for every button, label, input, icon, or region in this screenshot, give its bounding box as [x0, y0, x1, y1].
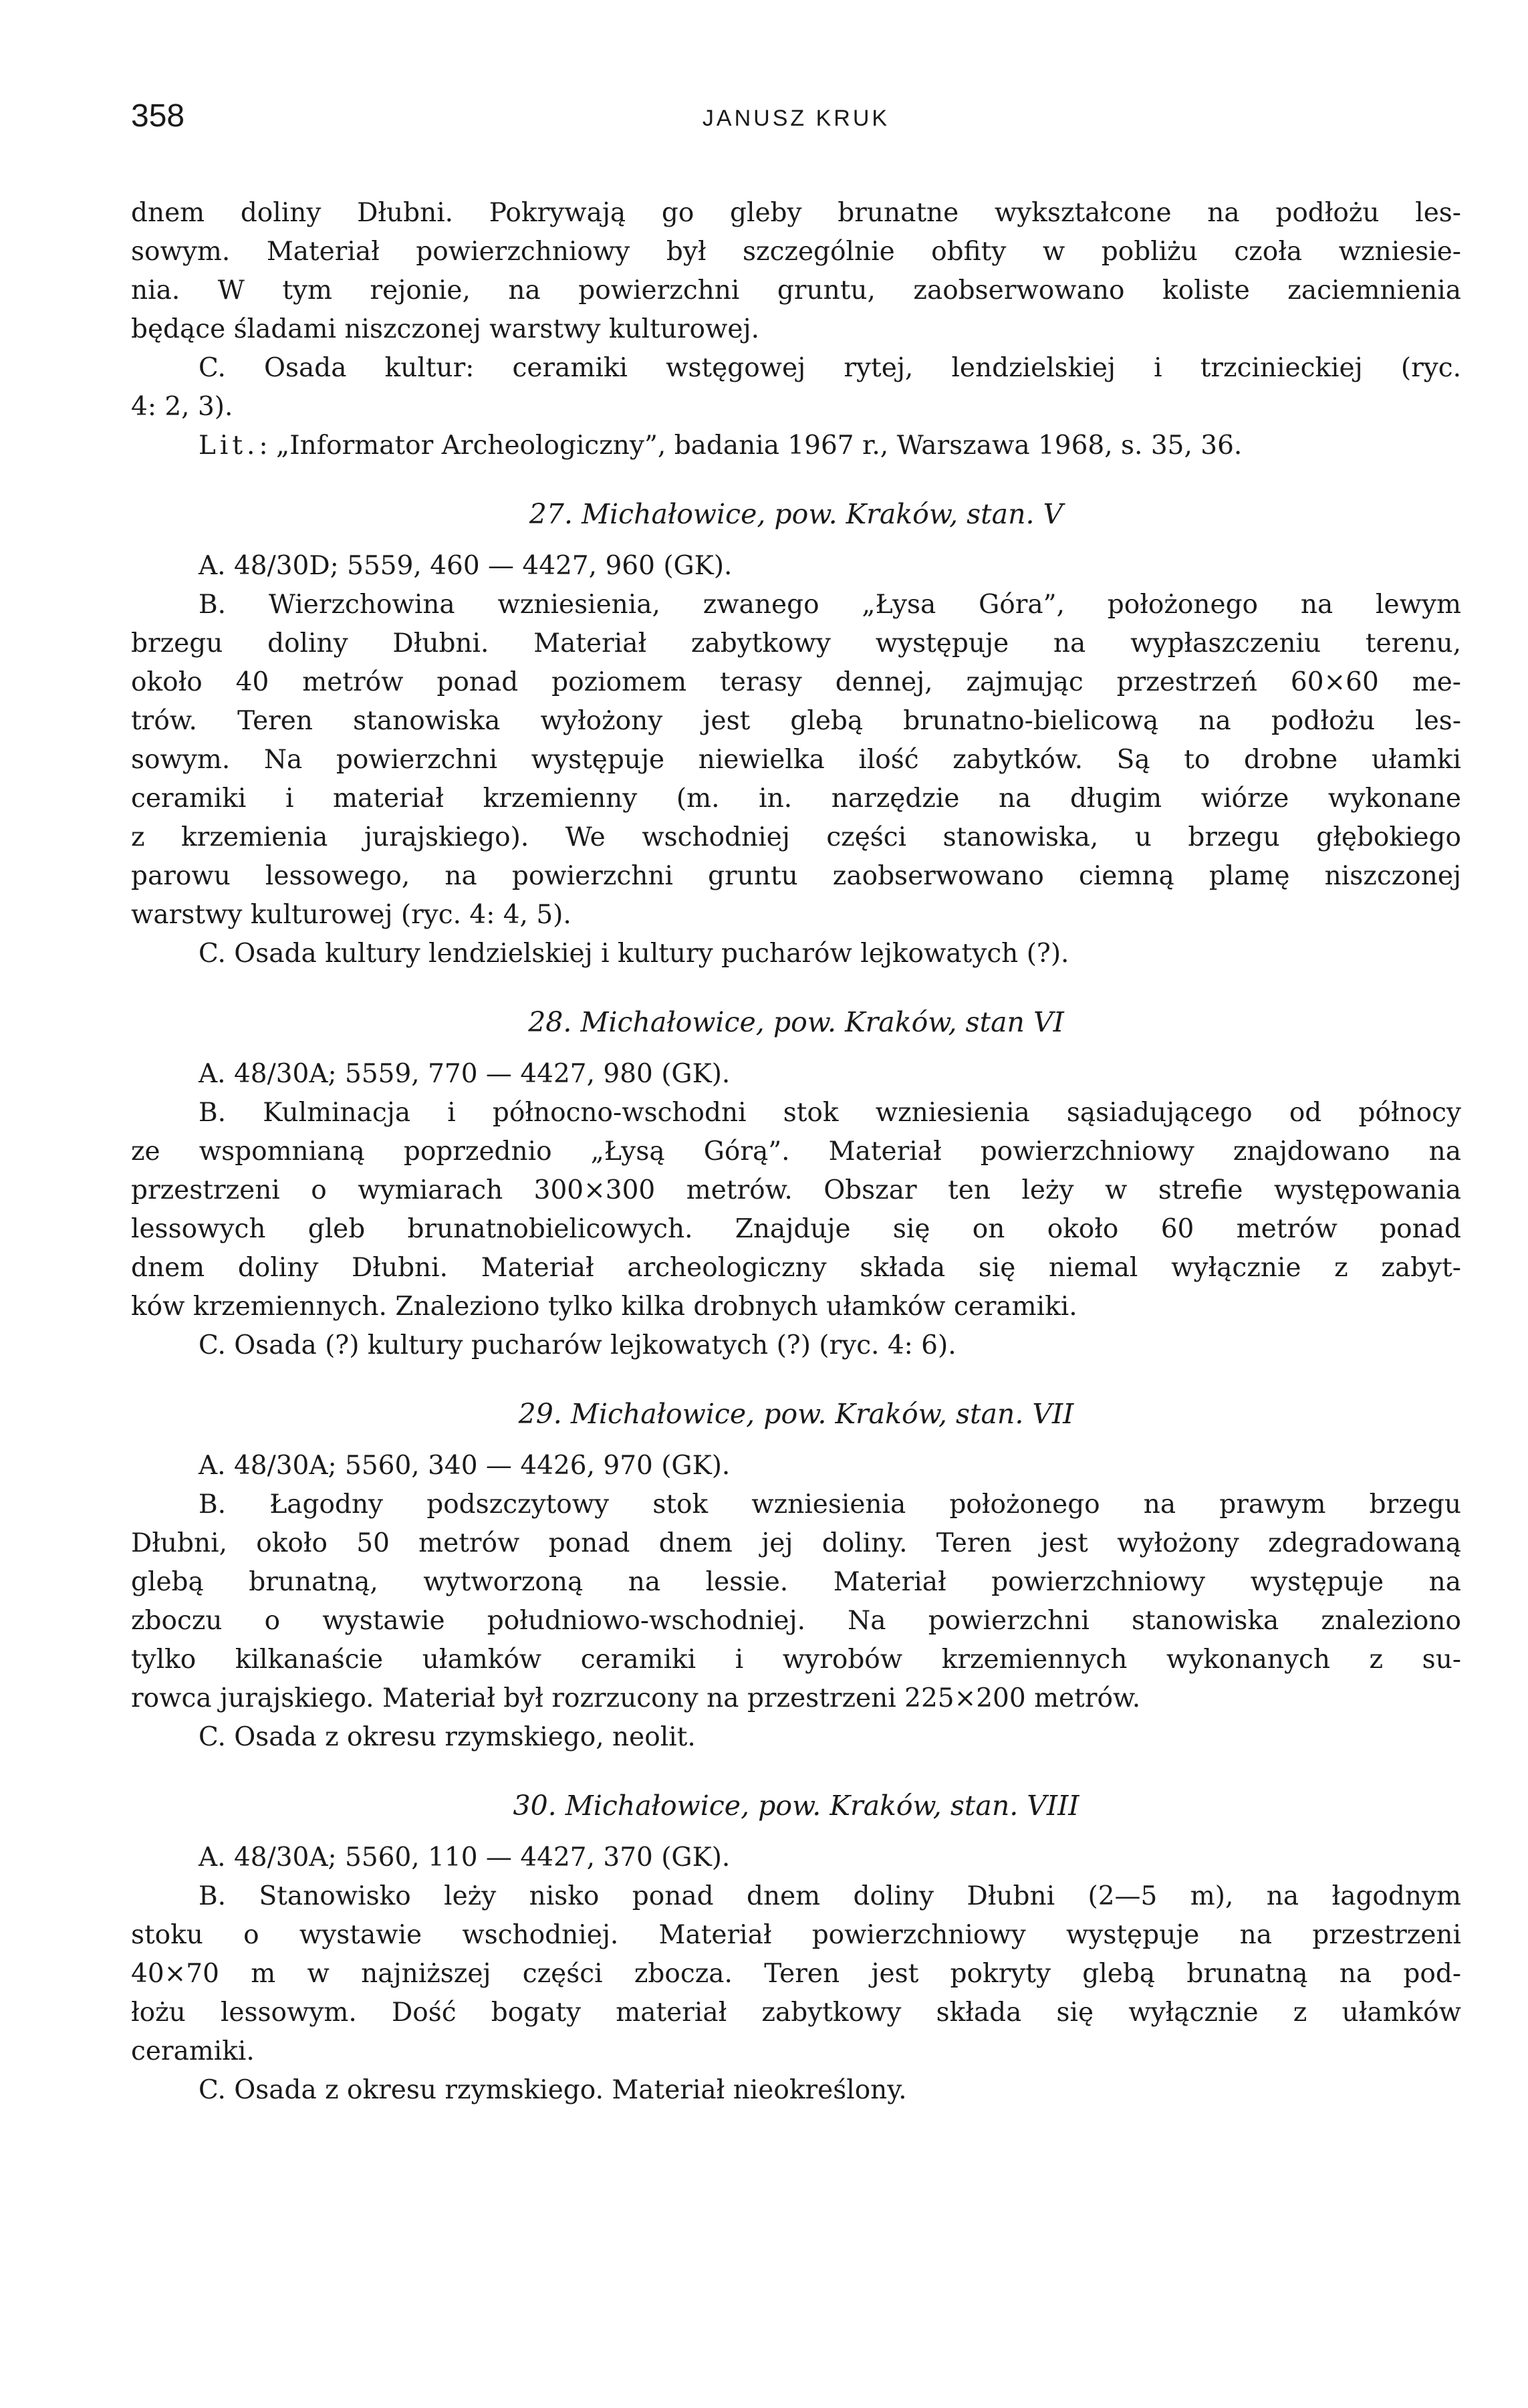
- text-line: tylko kilkanaście ułamków ceramiki i wyrobów krzemiennych wykonanych z su-: [131, 1645, 1461, 1675]
- text-line: C. Osada (?) kultury pucharów lejkowatych (?) (ryc. 4: 6).: [199, 1330, 957, 1360]
- text-line: lessowych gleb brunatnobielicowych. Znajduje się on około 60 metrów ponad: [131, 1214, 1461, 1244]
- literature-text: : „Informator Archeologiczny”, badania 1967 r., Warszawa 1968, s. 35, 36.: [259, 431, 1243, 461]
- text-line: nia. W tym rejonie, na powierzchni gruntu, zaobserwowano koliste zaciemnienia: [131, 275, 1461, 306]
- text-line: parowu lessowego, na powierzchni gruntu zaobserwowano ciemną plamę niszczonej: [131, 861, 1461, 891]
- text-line: A. 48/30A; 5559, 770 — 4427, 980 (GK).: [199, 1059, 731, 1089]
- text-line: 4: 2, 3).: [131, 392, 233, 422]
- site-entry: [131, 1003, 1461, 1365]
- text-line: sowym. Materiał powierzchniowy był szczególnie obfity w pobliżu czoła wzniesie-: [131, 237, 1461, 267]
- text-line: B. Łagodny podszczytowy stok wzniesienia położonego na prawym brzegu: [199, 1489, 1461, 1520]
- site-heading: 27. Michałowice, pow. Kraków, stan. V: [529, 498, 1063, 530]
- text-line: warstwy kulturowej (ryc. 4: 4, 5).: [131, 900, 571, 930]
- text-line: A. 48/30A; 5560, 340 — 4426, 970 (GK).: [199, 1451, 731, 1481]
- site-heading: 28. Michałowice, pow. Kraków, stan VI: [528, 1006, 1064, 1038]
- page-number: 358: [131, 98, 185, 134]
- text-line: A. 48/30D; 5559, 460 — 4427, 960 (GK).: [199, 551, 733, 581]
- text-line: rowca jurajskiego. Materiał był rozrzucony na przestrzeni 225×200 metrów.: [131, 1683, 1141, 1713]
- site-entry: [131, 1395, 1461, 1757]
- page-header: [131, 98, 1461, 151]
- text-line: B. Kulminacja i północno-wschodni stok wzniesienia sąsiadującego od północy: [199, 1098, 1461, 1128]
- site-entries: [131, 495, 1461, 2110]
- text-line: ceramiki i materiał krzemienny (m. in. narzędzie na długim wiórze wykonane: [131, 784, 1461, 814]
- text-line: ceramiki.: [131, 2036, 255, 2066]
- text-line: C. Osada z okresu rzymskiego, neolit.: [199, 1722, 696, 1752]
- intro-section: [131, 194, 1461, 465]
- text-line: A. 48/30A; 5560, 110 — 4427, 370 (GK).: [199, 1842, 731, 1873]
- text-line: 40×70 m w najniższej części zbocza. Teren jest pokryty glebą brunatną na pod-: [131, 1959, 1461, 1989]
- site-entry: [131, 495, 1461, 973]
- text-line: przestrzeni o wymiarach 300×300 metrów. Obszar ten leży w strefie występowania: [131, 1175, 1461, 1205]
- text-line: B. Stanowisko leży nisko ponad dnem doliny Dłubni (2—5 m), na łagodnym: [199, 1881, 1461, 1911]
- text-line: C. Osada kultury lendzielskiej i kultury pucharów lejkowatych (?).: [199, 939, 1069, 969]
- text-line: sowym. Na powierzchni występuje niewielka ilość zabytków. Są to drobne ułamki: [131, 745, 1461, 775]
- text-line: B. Wierzchowina wzniesienia, zwanego „Łysa Góra”, położonego na lewym: [199, 590, 1461, 620]
- site-heading: 30. Michałowice, pow. Kraków, stan. VIII: [513, 1790, 1079, 1822]
- text-line: będące śladami niszczonej warstwy kulturowej.: [131, 314, 759, 344]
- text-body: [131, 194, 1461, 2110]
- site-entry: [131, 1786, 1461, 2110]
- text-line: C. Osada kultur: ceramiki wstęgowej rytej, lendzielskiej i trzcinieckiej (ryc.: [199, 353, 1461, 383]
- text-line: glebą brunatną, wytworzoną na lessie. Materiał powierzchniowy występuje na: [131, 1567, 1461, 1597]
- text-line: łożu lessowym. Dość bogaty materiał zabytkowy składa się wyłącznie z ułamków: [131, 1998, 1461, 2028]
- text-line: ze wspomnianą poprzednio „Łysą Górą”. Materiał powierzchniowy znajdowano na: [131, 1136, 1461, 1167]
- text-line: dnem doliny Dłubni. Materiał archeologiczny składa się niemal wyłącznie z zabyt-: [131, 1253, 1461, 1283]
- text-line: z krzemienia jurajskiego). We wschodniej części stanowiska, u brzegu głębokiego: [131, 822, 1461, 852]
- text-line: C. Osada z okresu rzymskiego. Materiał nieokreślony.: [199, 2075, 907, 2105]
- text-line: stoku o wystawie wschodniej. Materiał powierzchniowy występuje na przestrzeni: [131, 1920, 1461, 1950]
- text-line: brzegu doliny Dłubni. Materiał zabytkowy występuje na wypłaszczeniu terenu,: [131, 628, 1461, 658]
- text-line: około 40 metrów ponad poziomem terasy dennej, zajmując przestrzeń 60×60 me-: [131, 667, 1461, 697]
- running-head: JANUSZ KRUK: [702, 106, 890, 131]
- text-line: ków krzemiennych. Znaleziono tylko kilka drobnych ułamków ceramiki.: [131, 1292, 1077, 1322]
- text-line: Dłubni, około 50 metrów ponad dnem jej doliny. Teren jest wyłożony zdegradowaną: [131, 1528, 1461, 1558]
- site-heading: 29. Michałowice, pow. Kraków, stan. VII: [518, 1398, 1074, 1430]
- text-line: trów. Teren stanowiska wyłożony jest glebą brunatno-bielicową na podłożu les-: [131, 706, 1461, 736]
- text-line: zboczu o wystawie południowo-wschodniej. Na powierzchni stanowiska znaleziono: [131, 1606, 1461, 1636]
- literature-label: Lit.: [199, 431, 259, 461]
- text-line: dnem doliny Dłubni. Pokrywają go gleby brunatne wykształcone na podłożu les-: [131, 198, 1461, 228]
- literature-line: [131, 427, 1461, 465]
